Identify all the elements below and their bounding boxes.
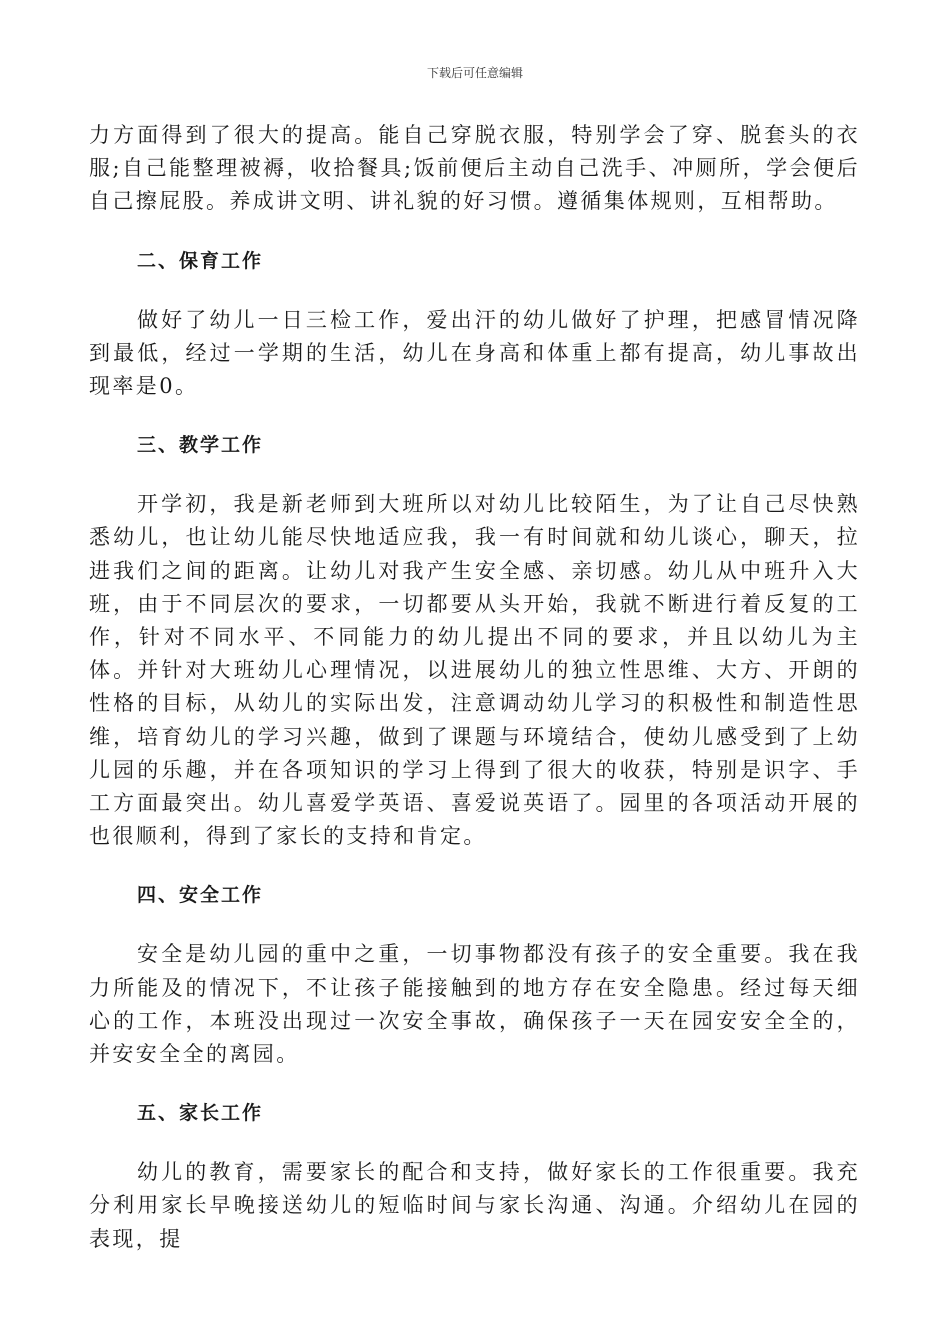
paragraph-childcare: 做好了幼儿一日三检工作，爱出汗的幼儿做好了护理，把感冒情况降到最低，经过一学期的生活，幼儿在身高和体重上都有提高，幼儿事故出现率是0。: [89, 307, 860, 399]
paragraph-safety: 安全是幼儿园的重中之重，一切事物都没有孩子的安全重要。我在我力所能及的情况下，不让孩子能接触到的地方存在安全隐患。经过每天细心的工作，本班没出现过一次安全事故，确保孩子一天在园安安全全的，并安安全全的离园。: [89, 942, 860, 1067]
page-header-note: 下载后可任意编辑: [426, 66, 523, 80]
paragraph-teaching: 开学初，我是新老师到大班所以对幼儿比较陌生，为了让自己尽快熟悉幼儿，也让幼儿能尽快地适应我，我一有时间就和幼儿谈心，聊天，拉进我们之间的距离。让幼儿对我产生安全感、亲切感。幼儿从中班升入大班，由于不同层次的要求，一切都要从头开始，我就不断进行着反复的工作，针对不同水平、不同能力的幼儿提出不同的要求，并且以幼儿为主体。并针对大班幼儿心理情况，以进展幼儿的独立性思维、大方、开朗的性格的目标，从幼儿的实际出发，注意调动幼儿学习的积极性和制造性思维，培育幼儿的学习兴趣，做到了课题与环境结合，使幼儿感受到了上幼儿园的乐趣，并在各项知识的学习上得到了很大的收获，特别是识字、手工方面最突出。幼儿喜爱学英语、喜爱说英语了。园里的各项活动开展的也很顺利，得到了家长的支持和肯定。: [89, 492, 860, 849]
paragraph-parents: 幼儿的教育，需要家长的配合和支持，做好家长的工作很重要。我充分利用家长早晚接送幼儿的短临时间与家长沟通、沟通。介绍幼儿在园的表现，提: [89, 1160, 860, 1251]
document-body: [89, 119, 860, 1256]
paragraph-self-care: 力方面得到了很大的提高。能自己穿脱衣服，特别学会了穿、脱套头的衣服;自己能整理被褥，收拾餐具;饭前便后主动自己洗手、冲厕所，学会便后自己擦屁股。养成讲文明、讲礼貌的好习惯。遵循集体规则，互相帮助。: [89, 123, 860, 214]
heading-safety: 四、安全工作: [137, 884, 264, 907]
heading-childcare: 二、保育工作: [137, 249, 264, 272]
heading-parents: 五、家长工作: [137, 1102, 264, 1125]
heading-teaching: 三、教学工作: [137, 434, 264, 457]
